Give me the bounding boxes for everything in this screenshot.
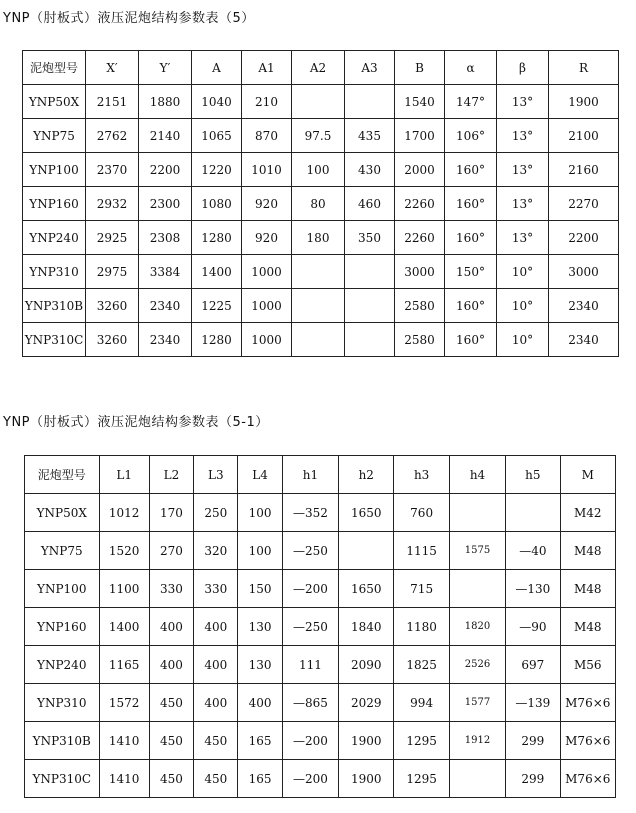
value-cell: 13°: [497, 187, 549, 221]
value-cell: M48: [560, 608, 615, 646]
model-cell: YNP100: [23, 153, 86, 187]
model-cell: YNP310C: [23, 323, 86, 357]
value-cell: —200: [282, 722, 338, 760]
table-title-5-1: YNP（肘板式）液压泥炮结构参数表（5-1）: [3, 415, 269, 430]
value-cell: [292, 85, 345, 119]
value-cell: [345, 255, 395, 289]
model-cell: YNP160: [23, 187, 86, 221]
header-cell: h1: [282, 456, 338, 494]
table-title-5: YNP（肘板式）液压泥炮结构参数表（5）: [3, 11, 255, 26]
value-cell: 3000: [549, 255, 619, 289]
value-cell: 1900: [339, 722, 394, 760]
value-cell: 2100: [549, 119, 619, 153]
value-cell: 1400: [99, 608, 149, 646]
value-cell: 2580: [395, 289, 445, 323]
header-cell: L1: [99, 456, 149, 494]
header-cell: h5: [506, 456, 560, 494]
header-cell: Y′: [139, 51, 192, 85]
value-cell: [345, 289, 395, 323]
header-cell: A2: [292, 51, 345, 85]
table-row: [25, 684, 616, 722]
value-cell: [292, 289, 345, 323]
value-cell: 299: [506, 760, 560, 798]
value-cell: 1165: [99, 646, 149, 684]
model-cell: YNP50X: [23, 85, 86, 119]
value-cell: 2000: [395, 153, 445, 187]
value-cell: 1000: [242, 255, 292, 289]
value-cell: 1010: [242, 153, 292, 187]
table-row: [25, 608, 616, 646]
value-cell: 920: [242, 221, 292, 255]
value-cell: 3260: [86, 323, 139, 357]
value-cell: 180: [292, 221, 345, 255]
value-cell: 1410: [99, 760, 149, 798]
value-cell: [339, 532, 394, 570]
value-cell: —200: [282, 760, 338, 798]
value-cell: 270: [149, 532, 193, 570]
value-cell: —40: [506, 532, 560, 570]
header-cell: R: [549, 51, 619, 85]
header-cell: α: [445, 51, 497, 85]
value-cell: 160°: [445, 221, 497, 255]
value-cell: 13°: [497, 221, 549, 255]
value-cell: 2580: [395, 323, 445, 357]
value-cell: 1840: [339, 608, 394, 646]
table-row: [23, 289, 619, 323]
value-cell: 2308: [139, 221, 192, 255]
value-cell: —352: [282, 494, 338, 532]
value-cell: 160°: [445, 153, 497, 187]
value-cell: 1880: [139, 85, 192, 119]
model-cell: YNP310: [25, 684, 100, 722]
header-cell: h4: [449, 456, 505, 494]
value-cell: 10°: [497, 323, 549, 357]
value-cell: 2151: [86, 85, 139, 119]
table-row: [23, 255, 619, 289]
value-cell: 320: [194, 532, 238, 570]
value-cell: 2340: [139, 289, 192, 323]
value-cell: 1410: [99, 722, 149, 760]
value-cell: 2270: [549, 187, 619, 221]
value-cell: 450: [194, 722, 238, 760]
value-cell: M48: [560, 532, 615, 570]
model-cell: YNP75: [23, 119, 86, 153]
header-cell: 泥炮型号: [25, 456, 100, 494]
value-cell: 1180: [394, 608, 449, 646]
header-cell: L2: [149, 456, 193, 494]
value-cell: 1000: [242, 289, 292, 323]
model-cell: YNP240: [23, 221, 86, 255]
value-cell: 2090: [339, 646, 394, 684]
value-cell: 2340: [139, 323, 192, 357]
value-cell: 97.5: [292, 119, 345, 153]
model-cell: YNP160: [25, 608, 100, 646]
value-cell: 1825: [394, 646, 449, 684]
value-cell: 100: [238, 494, 282, 532]
value-cell: 1650: [339, 570, 394, 608]
value-cell: 150: [238, 570, 282, 608]
value-cell: 350: [345, 221, 395, 255]
value-cell: 2762: [86, 119, 139, 153]
value-cell: 170: [149, 494, 193, 532]
table-row: [25, 494, 616, 532]
value-cell: 1520: [99, 532, 149, 570]
value-cell: 1912: [449, 722, 505, 760]
value-cell: [449, 494, 505, 532]
value-cell: —250: [282, 532, 338, 570]
value-cell: —130: [506, 570, 560, 608]
value-cell: 920: [242, 187, 292, 221]
value-cell: 160°: [445, 323, 497, 357]
value-cell: 13°: [497, 119, 549, 153]
value-cell: M76×6: [560, 760, 615, 798]
value-cell: [292, 323, 345, 357]
model-cell: YNP240: [25, 646, 100, 684]
value-cell: —865: [282, 684, 338, 722]
value-cell: 697: [506, 646, 560, 684]
value-cell: —200: [282, 570, 338, 608]
value-cell: 1900: [549, 85, 619, 119]
value-cell: [345, 85, 395, 119]
value-cell: 1080: [192, 187, 242, 221]
value-cell: 2340: [549, 323, 619, 357]
table-row: [23, 85, 619, 119]
parameter-table-5: [22, 50, 619, 357]
value-cell: 1650: [339, 494, 394, 532]
table-row: [25, 570, 616, 608]
value-cell: 400: [194, 646, 238, 684]
value-cell: M56: [560, 646, 615, 684]
value-cell: 100: [238, 532, 282, 570]
model-cell: YNP310B: [23, 289, 86, 323]
table-row: [23, 119, 619, 153]
value-cell: 1295: [394, 722, 449, 760]
value-cell: M76×6: [560, 722, 615, 760]
header-cell: A1: [242, 51, 292, 85]
value-cell: [292, 255, 345, 289]
value-cell: —90: [506, 608, 560, 646]
value-cell: 450: [149, 760, 193, 798]
value-cell: 80: [292, 187, 345, 221]
value-cell: 1295: [394, 760, 449, 798]
value-cell: 2260: [395, 221, 445, 255]
value-cell: [449, 760, 505, 798]
value-cell: 1040: [192, 85, 242, 119]
value-cell: 430: [345, 153, 395, 187]
value-cell: 1280: [192, 221, 242, 255]
value-cell: 435: [345, 119, 395, 153]
value-cell: 106°: [445, 119, 497, 153]
parameter-table-5-1: [24, 455, 616, 798]
value-cell: 10°: [497, 255, 549, 289]
value-cell: 2925: [86, 221, 139, 255]
value-cell: 210: [242, 85, 292, 119]
value-cell: 400: [149, 646, 193, 684]
value-cell: 3260: [86, 289, 139, 323]
table-row: [25, 760, 616, 798]
value-cell: 3000: [395, 255, 445, 289]
value-cell: 450: [149, 722, 193, 760]
value-cell: 1225: [192, 289, 242, 323]
value-cell: 2200: [549, 221, 619, 255]
value-cell: 2029: [339, 684, 394, 722]
value-cell: [449, 570, 505, 608]
model-cell: YNP310C: [25, 760, 100, 798]
value-cell: 147°: [445, 85, 497, 119]
value-cell: 3384: [139, 255, 192, 289]
value-cell: 1012: [99, 494, 149, 532]
value-cell: —250: [282, 608, 338, 646]
value-cell: 760: [394, 494, 449, 532]
value-cell: 250: [194, 494, 238, 532]
table-row: [25, 722, 616, 760]
value-cell: —139: [506, 684, 560, 722]
value-cell: 13°: [497, 85, 549, 119]
value-cell: 400: [194, 608, 238, 646]
model-cell: YNP100: [25, 570, 100, 608]
value-cell: [506, 494, 560, 532]
header-cell: A: [192, 51, 242, 85]
header-cell: h2: [339, 456, 394, 494]
model-cell: YNP75: [25, 532, 100, 570]
value-cell: 2340: [549, 289, 619, 323]
header-cell: L3: [194, 456, 238, 494]
value-cell: 994: [394, 684, 449, 722]
value-cell: 1575: [449, 532, 505, 570]
value-cell: 1115: [394, 532, 449, 570]
header-cell: h3: [394, 456, 449, 494]
value-cell: 715: [394, 570, 449, 608]
value-cell: 2975: [86, 255, 139, 289]
value-cell: 450: [149, 684, 193, 722]
value-cell: 130: [238, 608, 282, 646]
value-cell: 160°: [445, 187, 497, 221]
model-cell: YNP310: [23, 255, 86, 289]
value-cell: 1820: [449, 608, 505, 646]
value-cell: 1220: [192, 153, 242, 187]
value-cell: 450: [194, 760, 238, 798]
value-cell: 1577: [449, 684, 505, 722]
model-cell: YNP50X: [25, 494, 100, 532]
value-cell: 13°: [497, 153, 549, 187]
header-cell: M: [560, 456, 615, 494]
value-cell: 130: [238, 646, 282, 684]
value-cell: 400: [238, 684, 282, 722]
value-cell: 111: [282, 646, 338, 684]
header-cell: 泥炮型号: [23, 51, 86, 85]
header-cell: B: [395, 51, 445, 85]
value-cell: 330: [194, 570, 238, 608]
value-cell: 1540: [395, 85, 445, 119]
table-row: [23, 187, 619, 221]
table-row: [23, 221, 619, 255]
value-cell: 150°: [445, 255, 497, 289]
header-cell: A3: [345, 51, 395, 85]
value-cell: 299: [506, 722, 560, 760]
table-row: [25, 532, 616, 570]
value-cell: 1700: [395, 119, 445, 153]
value-cell: 870: [242, 119, 292, 153]
value-cell: 2932: [86, 187, 139, 221]
header-row: [25, 456, 616, 494]
value-cell: 165: [238, 722, 282, 760]
value-cell: M76×6: [560, 684, 615, 722]
value-cell: 2200: [139, 153, 192, 187]
value-cell: 1000: [242, 323, 292, 357]
table-row: [25, 646, 616, 684]
value-cell: 460: [345, 187, 395, 221]
value-cell: 1065: [192, 119, 242, 153]
value-cell: 1400: [192, 255, 242, 289]
value-cell: M48: [560, 570, 615, 608]
value-cell: 1100: [99, 570, 149, 608]
header-cell: X′: [86, 51, 139, 85]
value-cell: 100: [292, 153, 345, 187]
value-cell: 400: [194, 684, 238, 722]
value-cell: 2160: [549, 153, 619, 187]
value-cell: 2140: [139, 119, 192, 153]
header-row: [23, 51, 619, 85]
header-cell: L4: [238, 456, 282, 494]
table-row: [23, 153, 619, 187]
value-cell: [345, 323, 395, 357]
value-cell: 2526: [449, 646, 505, 684]
value-cell: 1572: [99, 684, 149, 722]
header-cell: β: [497, 51, 549, 85]
value-cell: 2300: [139, 187, 192, 221]
value-cell: 1280: [192, 323, 242, 357]
value-cell: 330: [149, 570, 193, 608]
value-cell: 165: [238, 760, 282, 798]
value-cell: 2260: [395, 187, 445, 221]
model-cell: YNP310B: [25, 722, 100, 760]
value-cell: 160°: [445, 289, 497, 323]
table-row: [23, 323, 619, 357]
value-cell: 400: [149, 608, 193, 646]
value-cell: 2370: [86, 153, 139, 187]
value-cell: M42: [560, 494, 615, 532]
value-cell: 1900: [339, 760, 394, 798]
value-cell: 10°: [497, 289, 549, 323]
